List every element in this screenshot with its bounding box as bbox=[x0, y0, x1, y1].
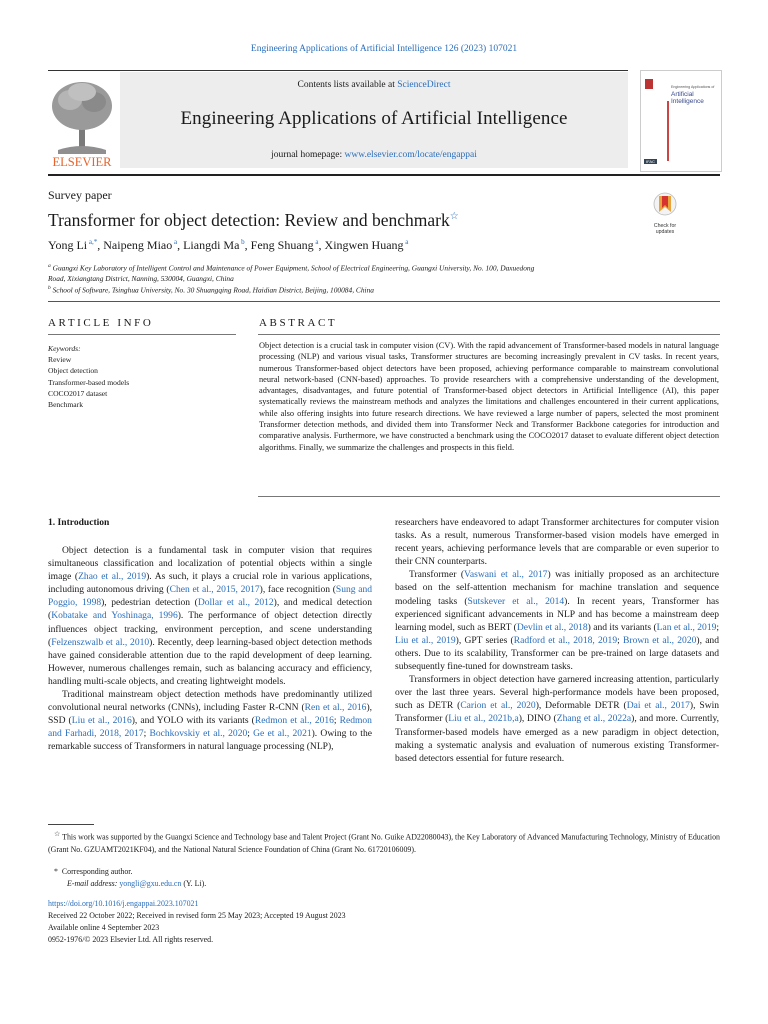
footnote-rule bbox=[48, 824, 94, 825]
paragraph-text: ) was initially proposed as an architecture based on the self-attention mechanism for machine translation and sequence modeling tasks ( bbox=[395, 569, 719, 607]
abstract-heading: ABSTRACT bbox=[259, 317, 338, 329]
keywords-label: Keywords: bbox=[48, 344, 81, 353]
author-name[interactable]: Naipeng Miao bbox=[103, 238, 173, 252]
intro-paragraph-2 bbox=[48, 688, 372, 753]
email-link[interactable]: yongli@gxu.edu.cn bbox=[119, 879, 182, 888]
citation-link[interactable]: Brown et al., 2020 bbox=[623, 634, 697, 646]
banner-bottom-rule bbox=[48, 174, 720, 176]
paragraph-text: ; bbox=[617, 634, 624, 646]
keyword-item: Transformer-based models bbox=[48, 377, 130, 387]
paragraph-text: ), pedestrian detection ( bbox=[101, 597, 198, 609]
paragraph-text: ), and more. Currently, Transformer-based models have emerged as a new paradigm in object detection, making a systematic analysis and evaluation of numerous existing Transformer-based detectors essential for future research. bbox=[395, 713, 719, 764]
homepage-line bbox=[120, 150, 628, 160]
corresponding-footnote bbox=[48, 866, 714, 878]
paragraph-text: ), face recognition ( bbox=[259, 584, 336, 596]
article-type: Survey paper bbox=[48, 188, 112, 202]
keyword-item: Review bbox=[48, 355, 72, 365]
paragraph-text: Transformers in object detection have garnered increasing attention, particularly over the last three years. Several high-performance models have been proposed, such as DETR ( bbox=[395, 674, 719, 712]
author-separator: , bbox=[318, 238, 325, 252]
article-title bbox=[48, 210, 459, 231]
paragraph-text: ), and medical detection ( bbox=[48, 597, 372, 622]
affiliation-b-text: School of Software, Tsinghua University, No. 30 Shuangqing Road, Haidian District, Beijing, 100084, China bbox=[52, 285, 374, 295]
intro-paragraph-1 bbox=[48, 544, 372, 688]
cover-stripe bbox=[667, 101, 669, 161]
citation-link[interactable]: Liu et al., 2016 bbox=[71, 715, 132, 727]
citation-link[interactable]: Sung and Poggio, 1998 bbox=[48, 584, 373, 609]
author-separator: , bbox=[244, 238, 251, 252]
citation-link[interactable]: Dai et al., 2017 bbox=[626, 700, 690, 712]
author-affiliation-mark[interactable]: a bbox=[172, 238, 178, 246]
doi-link-text[interactable]: https://doi.org/10.1016/j.engappai.2023.107021 bbox=[48, 899, 199, 908]
paragraph-text: ). In recent years, Transformer has experienced significant advancements in NLP and has become a mainstream deep learning model, such as BERT ( bbox=[395, 595, 719, 633]
citation-link[interactable]: Zhang et al., 2022a bbox=[556, 713, 632, 725]
author-affiliation-mark[interactable]: a bbox=[313, 238, 319, 246]
paragraph-text: ), GPT series ( bbox=[455, 634, 514, 646]
corresponding-mark: * bbox=[54, 867, 58, 876]
citation-link[interactable]: Dollar et al., 2012 bbox=[197, 597, 274, 609]
check-updates-line1: Check for bbox=[653, 223, 677, 229]
homepage-prefix: journal homepage: bbox=[271, 150, 345, 160]
paragraph-text: ). As such, it plays a crucial role in various applications, including autonomous driving ( bbox=[48, 571, 372, 596]
author-name[interactable]: Feng Shuang bbox=[250, 238, 314, 252]
cover-text-1: Engineering Applications of bbox=[671, 85, 715, 89]
affiliation-a-text: Guangxi Key Laboratory of Intelligent Control and Maintenance of Power Equipment, School of Electrical Engineering, Guangxi University, No. 100, Daxuedong bbox=[52, 263, 535, 273]
paragraph-text: ), SSD ( bbox=[48, 702, 373, 727]
paragraph-text: ; bbox=[716, 621, 720, 633]
received-dates: Received 22 October 2022; Received in revised form 25 May 2023; Accepted 19 August 2023 bbox=[48, 911, 346, 920]
funding-footnote bbox=[48, 828, 720, 856]
paragraph-text: ). The performance of object detection directly influences object tracking, environment perception, and scene understanding ( bbox=[48, 610, 372, 648]
cover-logo-icon bbox=[645, 79, 653, 89]
citation-link[interactable]: Carion et al., 2020 bbox=[460, 700, 536, 712]
paragraph-text: ), and YOLO with its variants ( bbox=[131, 715, 255, 727]
journal-title: Engineering Applications of Artificial Intelligence bbox=[180, 108, 568, 129]
right-column bbox=[395, 516, 719, 765]
citation-link[interactable]: Ren et al., 2016 bbox=[304, 702, 367, 714]
elsevier-tree-icon bbox=[48, 78, 116, 168]
affiliation-a bbox=[48, 261, 708, 284]
author-affiliation-mark[interactable]: b bbox=[239, 238, 245, 246]
funding-footnote-mark: ☆ bbox=[54, 830, 61, 838]
paragraph-text: Transformer ( bbox=[409, 569, 465, 581]
author-affiliation-mark[interactable]: a,* bbox=[87, 238, 98, 246]
keyword-item: Benchmark bbox=[48, 400, 84, 410]
author-name[interactable]: Liangdi Ma bbox=[183, 238, 240, 252]
article-info-rule bbox=[48, 334, 236, 335]
check-updates-text bbox=[648, 223, 682, 235]
header-rule bbox=[48, 70, 628, 71]
citation-link[interactable]: Lan et al., 2019 bbox=[656, 621, 717, 633]
affiliation-b bbox=[48, 283, 708, 295]
keyword-item: Object detection bbox=[48, 366, 98, 376]
citation-link[interactable]: Vaswani et al., 2017 bbox=[464, 569, 548, 581]
citation-link[interactable]: Liu et al., 2019 bbox=[395, 634, 456, 646]
front-matter-rule bbox=[48, 301, 720, 302]
cover-text-2: Artificial bbox=[671, 91, 694, 98]
section-heading-introduction: 1. Introduction bbox=[48, 517, 110, 528]
copyright: 0952-1976/© 2023 Elsevier Ltd. All rights reserved. bbox=[48, 935, 214, 944]
paragraph-text: ), Deformable DETR ( bbox=[535, 700, 627, 712]
author-name[interactable]: Yong Li bbox=[48, 238, 88, 252]
article-info-heading: ARTICLE INFO bbox=[48, 317, 154, 329]
contents-prefix: Contents lists available at bbox=[297, 80, 398, 90]
paragraph-text: researchers have endeavored to adapt Transformer architectures for computer vision tasks. As a result, numerous Transformer-based vision models have emerged in recent years, achieving performance levels that are comparable or even superior to their CNN counterparts. bbox=[395, 517, 719, 568]
paragraph-text: Object detection is a fundamental task in computer vision that requires simultaneous classification and localization of potential objects within a single image ( bbox=[48, 545, 372, 583]
corresponding-text: Corresponding author. bbox=[61, 867, 133, 876]
paragraph-text: ), Swin Transformer ( bbox=[395, 700, 720, 725]
affiliation-a-mark: a bbox=[48, 263, 51, 269]
citation-link[interactable]: Sutskever et al., 2014 bbox=[467, 595, 565, 607]
author-name[interactable]: Xingwen Huang bbox=[324, 238, 404, 252]
keyword-item: COCO2017 dataset bbox=[48, 388, 108, 398]
homepage-link[interactable]: www.elsevier.com/locate/engappai bbox=[344, 150, 477, 160]
contents-line bbox=[120, 80, 628, 90]
email-suffix: (Y. Li). bbox=[181, 879, 207, 888]
email-footnote bbox=[48, 878, 717, 890]
cover-badge: IFAC bbox=[646, 159, 655, 164]
paragraph-text: ), DINO ( bbox=[518, 713, 557, 725]
affiliation-b-mark: b bbox=[48, 285, 51, 291]
paragraph-text: ; bbox=[143, 728, 150, 740]
citation-link[interactable]: Chen et al., 2015, 2017 bbox=[169, 584, 260, 596]
author-separator: , bbox=[177, 238, 184, 252]
left-column bbox=[48, 544, 372, 754]
abstract-rule bbox=[258, 334, 720, 335]
cover-text-3: Intelligence bbox=[671, 98, 704, 105]
funding-footnote-text: This work was supported by the Guangxi Science and Technology base and Talent Project (Grant No. Guike AD22080043), the Key Laboratory of Advanced Manufacturing Technology, Ministry of Education (Grant No. GZUAMT2021KF04), and the National Natural Science Foundation of China (Grant No. 61720106009). bbox=[48, 832, 720, 855]
running-head[interactable]: Engineering Applications of Artificial Intelligence 126 (2023) 107021 bbox=[250, 44, 518, 54]
intro-paragraph-5 bbox=[395, 673, 719, 765]
citation-link[interactable]: Ge et al., 2021 bbox=[253, 728, 312, 740]
author-list bbox=[48, 238, 408, 253]
keywords-block bbox=[48, 343, 129, 410]
author-affiliation-mark[interactable]: a bbox=[403, 238, 409, 246]
author-separator: , bbox=[97, 238, 104, 252]
affiliation-a-text2: Road, Xixiangtang District, Nanning, 530004, Guangxi, China bbox=[48, 274, 234, 284]
email-label: E-mail address: bbox=[67, 879, 118, 888]
bookmark-icon bbox=[648, 192, 682, 218]
intro-paragraph-3 bbox=[395, 516, 719, 568]
citation-link[interactable]: Redmon et al., 2016 bbox=[254, 715, 334, 727]
paragraph-text: ; bbox=[247, 728, 254, 740]
citation-link[interactable]: Felzenszwalb et al., 2010 bbox=[51, 636, 150, 648]
citation-link[interactable]: Liu et al., 2021b,a bbox=[448, 713, 519, 725]
elsevier-logo bbox=[48, 78, 116, 168]
doi-link[interactable] bbox=[48, 898, 198, 910]
title-footnote-mark[interactable]: ☆ bbox=[449, 211, 459, 223]
abstract-text: Object detection is a crucial task in computer vision (CV). With the rapid advancement of Transformer-based models in natural language processing (NLP) and various visual tasks, Transformer structures are becoming increasingly prevalent in CV tasks. In recent years, numerous Transformer-based object detectors have been proposed, achieving performance comparable to mainstream convolutional neural network-based (CNN-based) approaches. To provide researchers with a comprehensive understanding of the development, advantages, disadvantages, and future potential of Transformer-based object detectors in Artificial Intelligence (AI), this paper systematically reviews the mainstream methods and analyzes the limitations and challenges encountered in their current applications, while also offering insights into future research directions. We have reviewed a large number of papers, selected the most prominent Transformer detection methods, and divided them into Transformer Neck and Transformer Backbone categories for introduction and comparative analysis. Furthermore, we have constructed a benchmark using the COCO2017 dataset to evaluate different object detection algorithms. Finally, we summarize the challenges and prospects in this field. bbox=[259, 341, 719, 452]
paragraph-text: ). Recently, deep learning-based object detection methods have gained considerable attention due to the rapid development of deep learning. However, numerous challenges remain, such as balancing accuracy and efficiency, handling multi-scale objects, and creating lightweight models. bbox=[48, 636, 373, 687]
journal-cover[interactable] bbox=[640, 70, 722, 172]
citation-link[interactable]: Bochkovskiy et al., 2020 bbox=[149, 728, 248, 740]
citation-link[interactable]: Zhao et al., 2019 bbox=[78, 571, 147, 583]
citation-link[interactable]: Kobatake and Yoshinaga, 1996 bbox=[51, 610, 178, 622]
check-for-updates-badge[interactable] bbox=[648, 192, 682, 235]
paragraph-text: ), and others. Due to its scalability, Transformer can be pre-trained on large datasets and subsequently fine-tuned for downstream tasks. bbox=[395, 634, 719, 673]
available-online: Available online 4 September 2023 bbox=[48, 923, 160, 932]
check-updates-line2: updates bbox=[655, 229, 675, 235]
paragraph-text: ) and its variants ( bbox=[587, 621, 657, 633]
paragraph-text: Traditional mainstream object detection methods have predominantly utilized convolutional neural networks (CNNs), including Faster R-CNN ( bbox=[48, 689, 372, 714]
citation-link[interactable]: Radford et al., 2018, 2019 bbox=[513, 634, 618, 646]
citation-link[interactable]: Redmon and Farhadi, 2018, 2017 bbox=[48, 715, 372, 740]
intro-paragraph-4 bbox=[395, 568, 719, 673]
paragraph-text: ; bbox=[333, 715, 340, 727]
abstract-bottom-rule bbox=[258, 496, 720, 497]
title-text: Transformer for object detection: Review and benchmark bbox=[48, 210, 450, 230]
paragraph-text: ). Owing to the remarkable success of Transformers in natural language processing (NLP), bbox=[48, 728, 372, 753]
elsevier-wordmark: ELSEVIER bbox=[52, 155, 112, 168]
citation-link[interactable]: Devlin et al., 2018 bbox=[516, 621, 588, 633]
sciencedirect-link[interactable]: ScienceDirect bbox=[397, 80, 451, 90]
